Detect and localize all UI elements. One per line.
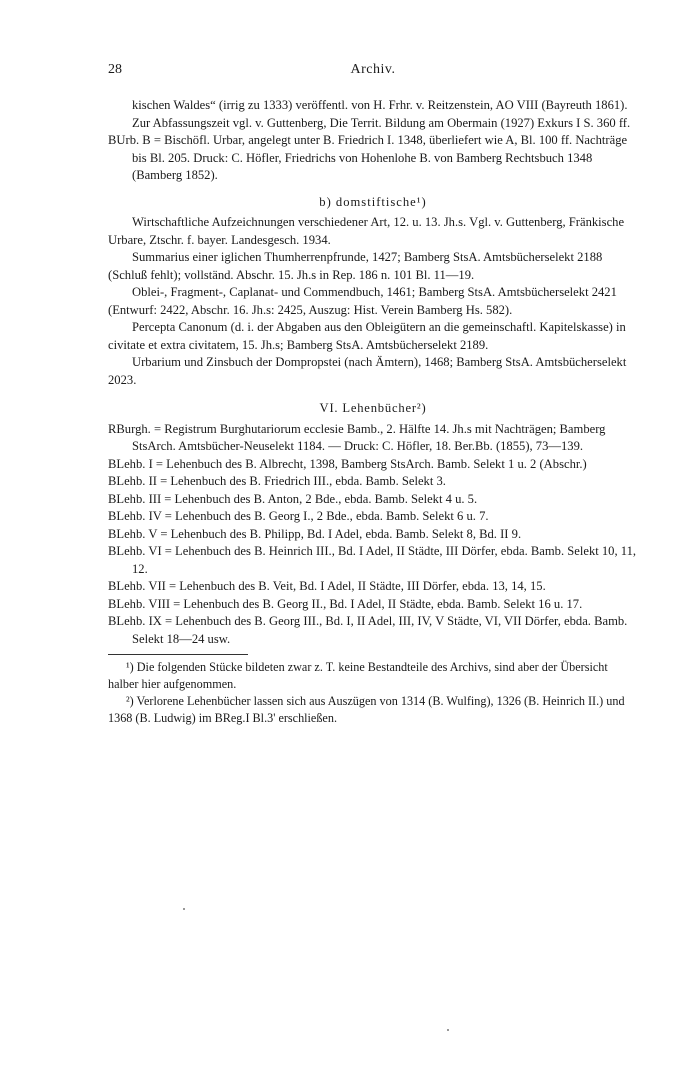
paragraph: Wirtschaftliche Aufzeichnungen verschiedener Art, 12. u. 13. Jh.s. Vgl. v. Guttenberg, Fränkische Urbare, Ztschr. f. bayer. Landesgesch. 1934.: [108, 215, 625, 247]
footnote-rule: [108, 654, 248, 655]
paragraph: Oblei-, Fragment-, Caplanat- und Commendbuch, 1461; Bamberg StsA. Amtsbücherselekt 2421 (Entwurf: 2422, Abschr. 16. Jh.s: 2425, Auszug: Hist. Verein Bamberg Hs. 582).: [108, 285, 617, 317]
speck-mark: [447, 1029, 449, 1031]
page-number: 28: [108, 62, 122, 77]
subheading-domstiftische: b) domstiftische¹): [319, 194, 427, 209]
section-heading-lehenbuecher: VI. Lehenbücher²): [319, 401, 427, 415]
entry-blehb-8: BLehb. VIII = Lehenbuch des B. Georg II., Bd. I Adel, II Städte, ebda. Bamb. Selekt 16 u. 17.: [108, 596, 583, 611]
entry-blehb-9: BLehb. IX = Lehenbuch des B. Georg III., Bd. I, II Adel, III, IV, V Städte, VI, VII Dörfer, ebda. Bamb. Selekt 18—24 usw.: [108, 614, 628, 646]
page-body: [108, 97, 638, 727]
entry-blehb-4: BLehb. IV = Lehenbuch des B. Georg I., 2 Bde., ebda. Bamb. Selekt 6 u. 7.: [108, 509, 489, 523]
entry-blehb-3: BLehb. III = Lehenbuch des B. Anton, 2 Bde., ebda. Bamb. Selekt 4 u. 5.: [108, 491, 478, 506]
entry-blehb-5: BLehb. V = Lehenbuch des B. Philipp, Bd. I Adel, ebda. Bamb. Selekt 8, Bd. II 9.: [108, 526, 522, 541]
footnote-2: ²) Verlorene Lehenbücher lassen sich aus Auszügen von 1314 (B. Wulfing), 1326 (B. Heinrich II.) und 1368 (B. Ludwig) im BReg.I Bl.3' erschließen.: [108, 694, 625, 725]
entry-burb: BUrb. B = Bischöfl. Urbar, angelegt unter B. Friedrich I. 1348, überliefert wie A, Bl. 100 ff. Nachträge bis Bl. 205. Druck: C. Höfler, Friedrichs von Hohenlohe B. von Bamberg Rechtsbuch 1348 (Bamberg 1852).: [108, 133, 628, 182]
entry-blehb-6: BLehb. VI = Lehenbuch des B. Heinrich III., Bd. I Adel, II Städte, III Dörfer, ebda. Bamb. Selekt 10, 11, 12.: [108, 544, 637, 576]
page-header: [108, 62, 638, 82]
paragraph: Urbarium und Zinsbuch der Dompropstei (nach Ämtern), 1468; Bamberg StsA. Amtsbücherselekt 2023.: [108, 355, 627, 387]
entry-rburgh: RBurgh. = Registrum Burghutariorum ecclesie Bamb., 2. Hälfte 14. Jh.s mit Nachträgen; Bamberg StsArch. Amtsbücher-Neuselekt 1184. — Druck: C. Höfler, 18. Ber.Bb. (1855), 73—139.: [108, 421, 606, 453]
footnote-1: ¹) Die folgenden Stücke bildeten zwar z. T. keine Bestandteile des Archivs, sind aber der Übersicht halber hier aufgenommen.: [108, 660, 608, 691]
entry-blehb-7: BLehb. VII = Lehenbuch des B. Veit, Bd. I Adel, II Städte, III Dörfer, ebda. 13, 14, 15.: [108, 579, 546, 593]
entry-blehb-2: BLehb. II = Lehenbuch des B. Friedrich III., ebda. Bamb. Selekt 3.: [108, 474, 446, 488]
paragraph: Percepta Canonum (d. i. der Abgaben aus den Obleigütern an die gemeinschaftl. Kapitelskasse) in civitate et extra civitatem, 15. Jh.s; Bamberg StsA. Amtsbücherselekt 2189.: [108, 320, 626, 352]
speck-mark: [183, 908, 185, 910]
paragraph: Summarius einer iglichen Thumherrenpfrunde, 1427; Bamberg StsA. Amtsbücherselekt 2188 (Schluß fehlt); vollständ. Abschr. 15. Jh.s in Rep. 186 n. 101 Bl. 11—19.: [108, 250, 603, 282]
running-head: Archiv.: [350, 62, 396, 77]
continued-entry: kischen Waldes“ (irrig zu 1333) veröffentl. von H. Frhr. v. Reitzenstein, AO VIII (Bayreuth 1861). Zur Abfassungszeit vgl. v. Guttenberg, Die Territ. Bildung am Obermain (1927) Exkurs I S. 360 ff.: [132, 98, 631, 130]
entry-blehb-1: BLehb. I = Lehenbuch des B. Albrecht, 1398, Bamberg StsArch. Bamb. Selekt 1 u. 2 (Abschr.): [108, 456, 587, 471]
